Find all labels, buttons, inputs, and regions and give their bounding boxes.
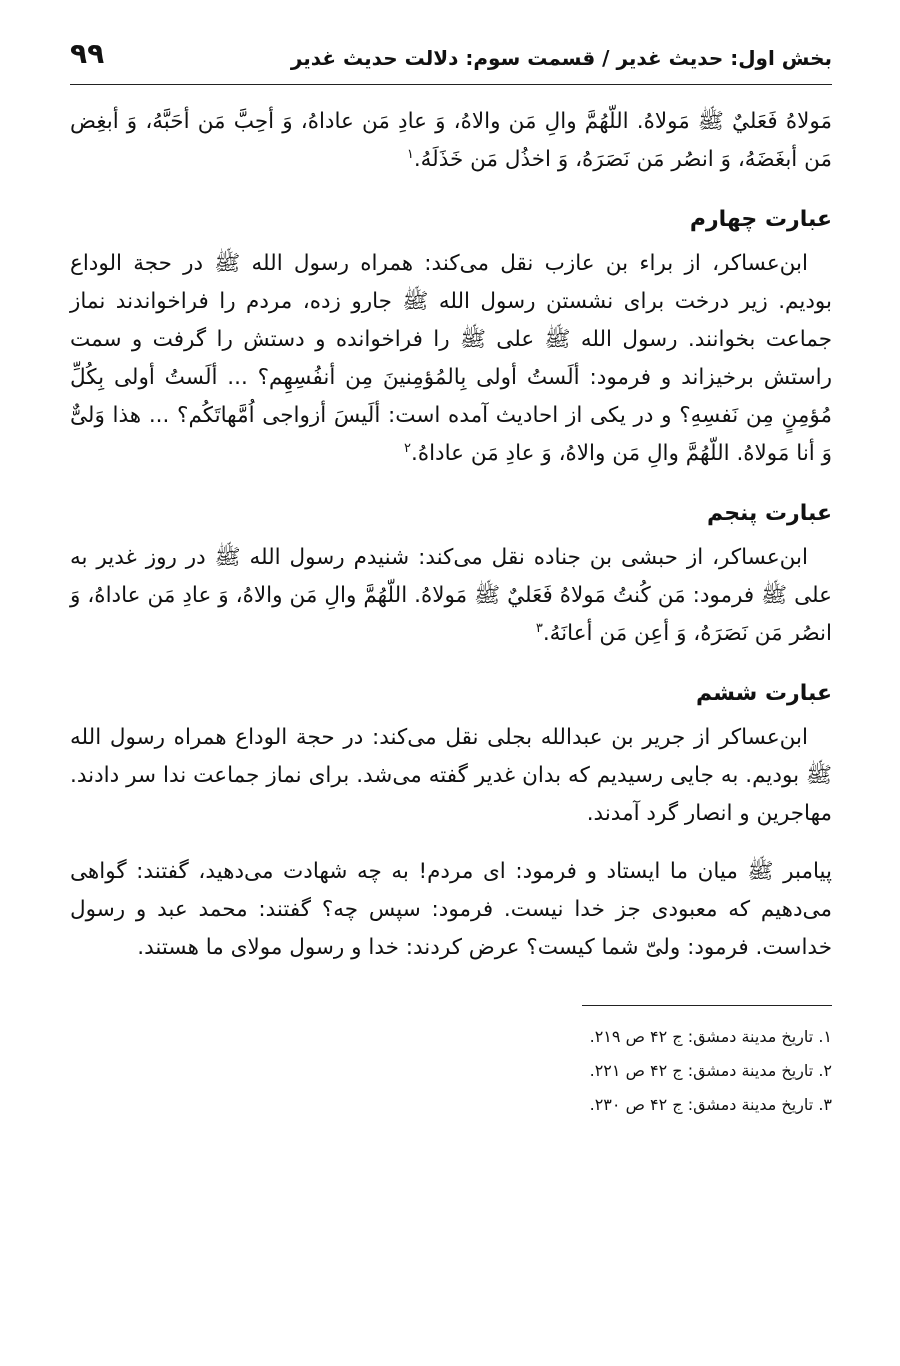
paragraph-section-5 [70,539,832,653]
book-page [70,28,832,1122]
footnote-2: ۲. تاریخ مدینة دمشق: ج ۴۲ ص ۲۲۱. [589,1061,832,1080]
paragraph-section-6a: ابن‌عساکر از جریر بن عبدالله بجلی نقل می‌کند: در حجة الوداع همراه رسول الله ﷺ بودیم. به جایی رسیدیم که بدان غدیر گفته می‌شد. برای نماز جماعت ندا سر دادند. مهاجرین و انصار گرد آمدند. [70,725,832,826]
page-header [70,28,832,85]
paragraph-text: ابن‌عساکر، از براء بن عازب نقل می‌کند: همراه رسول الله ﷺ در حجة الوداع بودیم. زیر درخت برای نشستن رسول الله ﷺ جارو زده، مردم را فراخواندند نماز جماعت بخوانند. رسول الله ﷺ علی ﷺ را فراخوانده و دستش را گرفت و سمت راستش برخیزاند و فرمود: ألَستُ أولی بِالمُؤمِنینَ مِن أنفُسِهِم؟ ... ألَستُ أولی بِكُلِّ مُؤمِنٍ مِن نَفسِهِ؟ و در یکی از احادیث آمده است: ألَیسَ أزواجی اُمَّهاتَكُم؟ ... هذا وَلیٌّ وَ أنا مَولاهُ. اللّهُمَّ والِ مَن والاهُ، وَ عادِ مَن عاداهُ. [70,251,832,466]
footnote-ref-3: ۳ [535,620,543,636]
footnote-ref-2: ۲ [404,440,411,456]
footnote-1: ۱. تاریخ مدینة دمشق: ج ۴۲ ص ۲۱۹. [589,1027,832,1046]
section-heading-6: عبارت ششم [696,681,832,706]
page-body [70,85,832,1122]
paragraph-hadith-continuation [70,103,832,179]
paragraph-section-6b: پیامبر ﷺ میان ما ایستاد و فرمود: ای مردم! به چه شهادت می‌دهید، گفتند: گواهی می‌دهیم که معبودی جز خدا نیست. فرمود: سپس چه؟ گفتند: محمد عبد و رسول خداست. فرمود: ولیّ شما کیست؟ عرض کردند: خدا و رسول مولای ما هستند. [70,859,832,960]
footnotes [70,1020,832,1122]
running-head: بخش اول: حدیث غدیر / قسمت سوم: دلالت حدیث غدیر [290,46,832,70]
section-heading-5: عبارت پنجم [706,501,832,526]
page-number: ۹۹ [70,37,105,70]
footnote-divider [582,1005,832,1006]
paragraph-section-4 [70,245,832,473]
paragraph-text: ابن‌عساکر، از حبشی بن جناده نقل می‌کند: شنیدم رسول الله ﷺ در روز غدیر به علی ﷺ فرمود: مَن كُنتُ مَولاهُ فَعَليٌ ﷺ مَولاهُ. اللّهُمَّ والِ مَن والاهُ، وَ عادِ مَن عاداهُ، وَ انصُر مَن نَصَرَهُ، وَ أعِن مَن أعانَهُ. [70,545,832,646]
paragraph-text: مَولاهُ فَعَليٌ ﷺ مَولاهُ. اللّهُمَّ والِ مَن والاهُ، وَ عادِ مَن عاداهُ، وَ أحِبَّ مَن أحَبَّهُ، وَ أبغِض مَن أبغَضَهُ، وَ انصُر مَن نَصَرَهُ، وَ اخذُل مَن خَذَلَهُ. [70,109,832,172]
section-heading-4: عبارت چهارم [689,207,832,232]
footnote-ref-1: ۱ [406,146,414,162]
footnote-3: ۳. تاریخ مدینة دمشق: ج ۴۲ ص ۲۳۰. [589,1095,832,1114]
